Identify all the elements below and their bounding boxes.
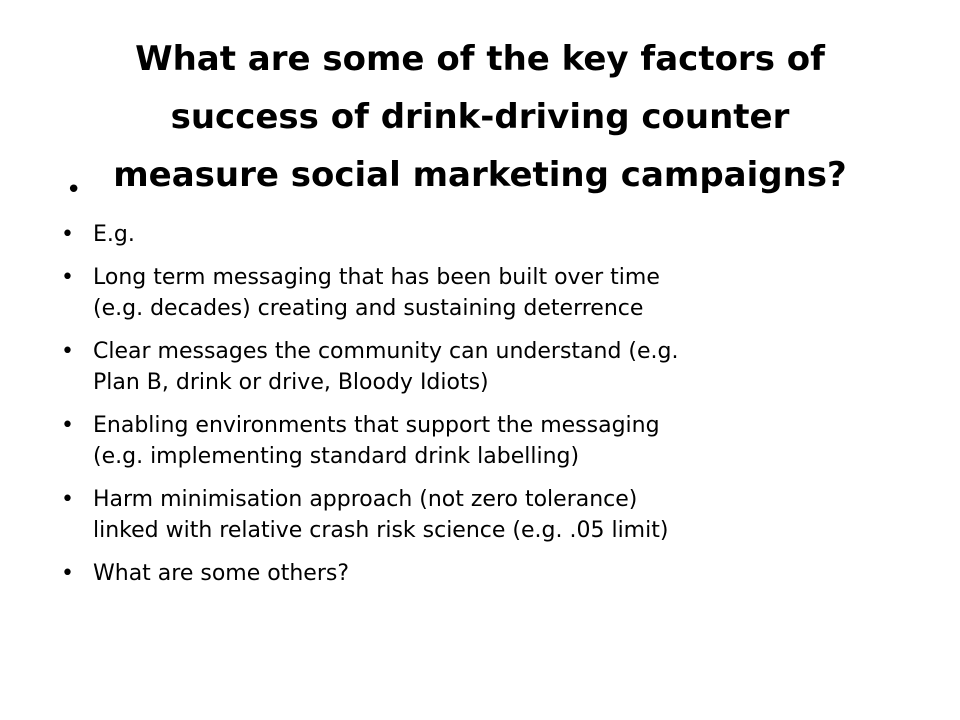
bullet-list: [55, 219, 915, 601]
bullet-icon: •: [61, 222, 74, 247]
bullet-icon: •: [61, 487, 74, 512]
bullet-line: Harm minimisation approach (not zero tolerance): [93, 487, 638, 512]
bullet-line: What are some others?: [93, 561, 349, 586]
bullet-item: [55, 410, 915, 472]
bullet-text: [93, 219, 915, 250]
bullet-line: (e.g. decades) creating and sustaining deterrence: [93, 296, 644, 321]
slide-title: [60, 30, 900, 204]
bullet-line: Long term messaging that has been built over time: [93, 265, 660, 290]
bullet-line: Plan B, drink or drive, Bloody Idiots): [93, 370, 489, 395]
stray-bullet-icon: •: [66, 175, 82, 205]
bullet-icon: •: [61, 265, 74, 290]
bullet-icon: •: [61, 413, 74, 438]
bullet-icon: •: [61, 339, 74, 364]
bullet-item: [55, 262, 915, 324]
title-line: What are some of the key factors of: [135, 39, 825, 79]
bullet-text: [93, 336, 915, 398]
bullet-line: Clear messages the community can understand (e.g.: [93, 339, 679, 364]
bullet-line: E.g.: [93, 222, 135, 247]
bullet-item: [55, 558, 915, 589]
bullet-line: linked with relative crash risk science (e.g. .05 limit): [93, 518, 669, 543]
bullet-item: [55, 336, 915, 398]
bullet-text: [93, 410, 915, 472]
bullet-text: [93, 484, 915, 546]
bullet-icon: •: [61, 561, 74, 586]
bullet-text: [93, 262, 915, 324]
title-line: success of drink-driving counter: [170, 97, 790, 137]
bullet-text: [93, 558, 915, 589]
bullet-line: Enabling environments that support the messaging: [93, 413, 660, 438]
bullet-item: [55, 484, 915, 546]
title-line: measure social marketing campaigns?: [113, 155, 847, 195]
bullet-item: [55, 219, 915, 250]
bullet-line: (e.g. implementing standard drink labelling): [93, 444, 580, 469]
